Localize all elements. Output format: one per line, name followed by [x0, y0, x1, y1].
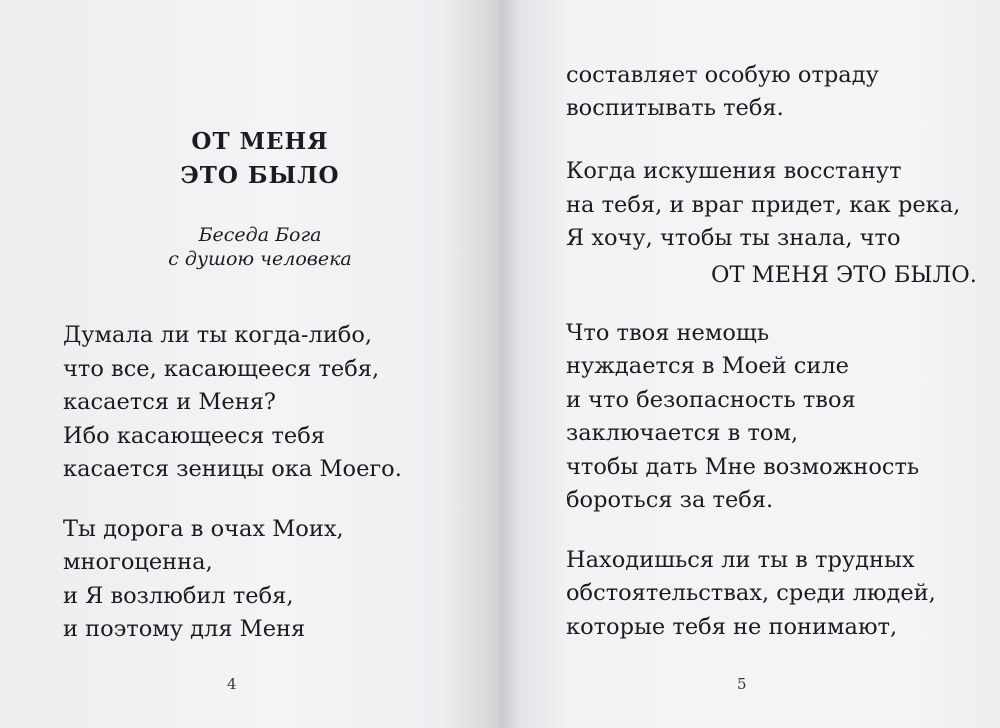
poem-line: чтобы дать Мне возможность [566, 454, 920, 480]
poem-line: и что безопасность твоя [566, 387, 856, 413]
poem-line: касается зеницы ока Моего. [63, 456, 402, 482]
poem-line: касается и Меня? [63, 389, 276, 415]
poem-subtitle-line-2: с душою человека [168, 248, 352, 270]
poem-line: нуждается в Моей силе [566, 353, 849, 379]
emphasis-line: ОТ МЕНЯ ЭТО БЫЛО. [711, 262, 977, 288]
poem-line: которые тебя не понимают, [566, 614, 898, 640]
right-page [500, 0, 1000, 728]
page-number-right: 5 [737, 675, 747, 693]
page-number-left: 4 [227, 675, 237, 693]
poem-line: Я хочу, чтобы ты знала, что [566, 225, 901, 251]
poem-line: и Я возлюбил тебя, [63, 583, 294, 609]
poem-line: Когда искушения восстанут [566, 158, 902, 184]
poem-line: обстоятельствах, среди людей, [566, 580, 936, 606]
poem-title-line-1: ОТ МЕНЯ [191, 128, 329, 155]
poem-line: бороться за тебя. [566, 487, 774, 513]
poem-line: и поэтому для Меня [63, 616, 306, 642]
poem-line: составляет особую отраду [566, 62, 879, 88]
poem-line: Думала ли ты когда-либо, [63, 322, 373, 348]
poem-line: заключается в том, [566, 420, 799, 446]
poem-subtitle-line-1: Беседа Бога [198, 224, 322, 246]
poem-line: многоценна, [63, 549, 213, 575]
poem-line: воспитывать тебя. [566, 95, 784, 121]
poem-line: Ты дорога в очах Моих, [63, 516, 344, 542]
poem-line: Ибо касающееся тебя [63, 423, 325, 449]
poem-line: что все, касающееся тебя, [63, 356, 380, 382]
poem-line: на тебя, и враг придет, как река, [566, 192, 961, 218]
poem-title-line-2: ЭТО БЫЛО [180, 162, 340, 189]
poem-line: Находишься ли ты в трудных [566, 547, 915, 573]
poem-line: Что твоя немощь [566, 320, 770, 346]
